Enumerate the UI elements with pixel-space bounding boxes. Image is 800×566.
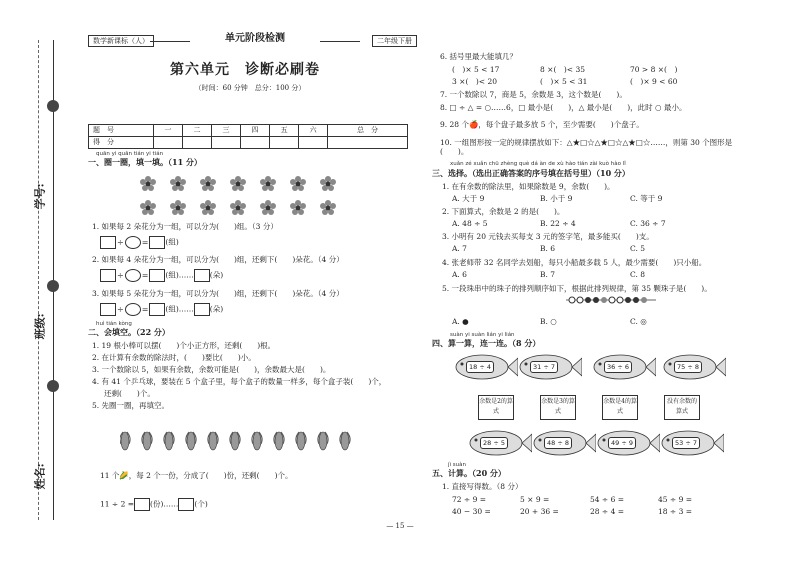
score-header-cell: 三 xyxy=(212,125,241,137)
fish-expression: 18 ÷ 4 xyxy=(466,361,494,373)
fish-expression: 49 ÷ 9 xyxy=(608,437,636,449)
fish-card[interactable] xyxy=(594,428,660,458)
flower-icon xyxy=(170,176,186,191)
calc-item[interactable]: 28 ÷ 4 = xyxy=(590,507,625,516)
score-header-cell: 总 分 xyxy=(328,125,408,137)
answer-box[interactable] xyxy=(100,236,116,249)
answer-circle[interactable] xyxy=(125,269,141,282)
flower-icon xyxy=(230,200,246,215)
option-a[interactable]: A. 48 ÷ 5 xyxy=(452,219,488,228)
flower-icon xyxy=(140,176,156,191)
edition-tag: 数学新课标（人） xyxy=(88,35,154,47)
option-a[interactable]: A. ● xyxy=(452,317,469,326)
section2-title: 二、会填空。（22 分） xyxy=(88,327,170,337)
q7: 7. 一个数除以 7，商是 5，余数是 3，这个数是( )。 xyxy=(440,90,627,99)
option-b[interactable]: B. 7 xyxy=(540,270,556,279)
flower-icon xyxy=(320,176,336,191)
option-a[interactable]: A. 大于 9 xyxy=(452,194,485,203)
answer-box[interactable] xyxy=(194,269,210,282)
corn-icon xyxy=(274,432,284,450)
q6-item: ( )× 9 < 60 xyxy=(630,77,678,86)
s1-question-1: 1. 如果每 2 朵花分为一组，可以分为( )组。（3 分） xyxy=(92,222,278,231)
answer-box[interactable] xyxy=(149,236,165,249)
answer-box[interactable] xyxy=(100,303,116,316)
fish-card[interactable] xyxy=(590,352,656,382)
category-box[interactable]: 余数是4的算式 xyxy=(602,395,638,420)
fish-card[interactable] xyxy=(658,428,724,458)
score-cell[interactable] xyxy=(212,137,241,149)
answer-box[interactable] xyxy=(134,498,150,511)
section3-title: 三、选择。（选出正确答案的序号填在括号里）（10 分） xyxy=(432,168,630,178)
q8: 8. □ ÷ △ = ○……6，□ 最小是( )，△ 最小是( )，此时 ○ 最小。 xyxy=(440,103,687,112)
section5-title: 五、计算。（20 分） xyxy=(432,468,506,478)
corn-icon xyxy=(186,432,196,450)
class-label: 班级: xyxy=(33,313,47,340)
flower-icon xyxy=(290,176,306,191)
s1-q3-equation: ÷ = (组)…… (朵) xyxy=(100,303,223,316)
calc-item[interactable]: 5 × 9 = xyxy=(520,495,550,504)
score-cell[interactable] xyxy=(241,137,270,149)
s3-question-3: 3. 小明有 20 元钱去买每支 3 元的签字笔，最多能买( )支。 xyxy=(442,232,654,241)
header-title: 单元阶段检测 xyxy=(225,33,285,44)
flower-icon xyxy=(230,176,246,191)
score-table xyxy=(88,124,408,149)
score-cell[interactable] xyxy=(154,137,183,149)
q6-item: 8 ×( )< 35 xyxy=(540,65,586,74)
calc-item[interactable]: 54 ÷ 6 = xyxy=(590,495,625,504)
category-box[interactable]: 余数是2的算式 xyxy=(478,395,514,420)
answer-box[interactable] xyxy=(194,303,210,316)
bead-string xyxy=(566,294,656,306)
fish-expression: 28 ÷ 5 xyxy=(480,437,508,449)
sidebar-dashed-line xyxy=(38,40,40,520)
section3-pinyin: xuǎn zé xuǎn chū zhèng què dá àn de xù hào tián zài kuò hào lǐ xyxy=(450,161,626,167)
corn-icon xyxy=(340,432,350,450)
s2-question-1: 1. 19 根小棒可以摆( )个小正方形，还剩( )根。 xyxy=(92,341,276,350)
unit-label: (组)…… xyxy=(165,304,194,314)
answer-box[interactable] xyxy=(178,498,194,511)
s3-question-4: 4. 张老师带 32 名同学去划船，每只小船最多载 5 人，最少需要( )只小船。 xyxy=(442,258,707,267)
corn-icon xyxy=(142,432,152,450)
q6-item: ( )× 5 < 31 xyxy=(540,77,588,86)
fish-expression: 48 ÷ 8 xyxy=(544,437,572,449)
category-box[interactable]: 没有余数的算式 xyxy=(664,395,700,420)
option-c[interactable]: C. ◎ xyxy=(630,317,647,326)
unit-label: (朵) xyxy=(209,304,224,314)
s2-question-5: 5. 先圈一圈，再填空。 xyxy=(92,401,170,410)
binding-hole xyxy=(47,380,59,392)
section1-title: 一、圈一圈，填一填。（11 分） xyxy=(88,157,202,167)
section4-pinyin: suàn yi suàn lián yi lián xyxy=(450,332,515,338)
corn-icon xyxy=(230,432,240,450)
score-cell[interactable] xyxy=(328,137,408,149)
s5-question-1: 1. 直接写得数。（8 分） xyxy=(442,482,523,491)
section2-pinyin: huì tián kòng xyxy=(96,321,132,327)
fish-card[interactable] xyxy=(660,352,726,382)
option-b[interactable]: B. 6 xyxy=(540,244,556,253)
section1-pinyin: quān yi quān tián yi tián xyxy=(96,151,164,157)
flower-icon xyxy=(170,200,186,215)
category-box[interactable]: 余数是3的算式 xyxy=(540,395,576,420)
corn-group xyxy=(120,428,360,454)
option-b[interactable]: B. 小于 9 xyxy=(540,194,573,203)
option-c[interactable]: C. 等于 9 xyxy=(630,194,663,203)
fish-expression: 75 ÷ 8 xyxy=(674,361,702,373)
name-label: 姓名: xyxy=(33,463,47,490)
fish-expression: 36 ÷ 6 xyxy=(604,361,632,373)
score-header-cell: 六 xyxy=(299,125,328,137)
score-cell[interactable] xyxy=(270,137,299,149)
s1-question-3: 3. 如果每 5 朵花分为一组，可以分为( )组，还剩下( )朵花。（4 分） xyxy=(92,289,344,298)
corn-icon xyxy=(164,432,174,450)
q6-item: ( )× 5 < 17 xyxy=(452,65,500,74)
s2-question-3: 3. 一个数除以 5，如果有余数，余数可能是( )，余数最大是( )。 xyxy=(92,365,331,374)
answer-circle[interactable] xyxy=(125,236,141,249)
unit-label: (组) xyxy=(165,237,179,247)
binding-hole xyxy=(47,100,59,112)
answer-box[interactable] xyxy=(149,303,165,316)
flower-icon xyxy=(200,200,216,215)
score-cell[interactable] xyxy=(183,137,212,149)
fish-card[interactable] xyxy=(452,352,518,382)
flower-icon xyxy=(140,200,156,215)
s2-question-4b: 还剩( )个。 xyxy=(104,389,155,398)
s1-question-2: 2. 如果每 4 朵花分为一组，可以分为( )组，还剩下( )朵花。（4 分） xyxy=(92,255,344,264)
score-header-cell: 二 xyxy=(183,125,212,137)
s3-question-1: 1. 在有余数的除法里，如果除数是 9，余数( )。 xyxy=(442,182,615,191)
s2-question-4: 4. 有 41 个乒乓球，要装在 5 个盒子里，每个盒子的数量一样多，每个盒子装( )个， xyxy=(92,377,387,386)
answer-box[interactable] xyxy=(100,269,116,282)
score-header-cell: 一 xyxy=(154,125,183,137)
q9: 9. 28 个🍎，每个盘子最多放 5 个，至少需要( )个盘子。 xyxy=(440,120,644,129)
option-b[interactable]: B. 22 ÷ 4 xyxy=(540,219,576,228)
time-info: （时间：60 分钟 总分：100 分） xyxy=(194,84,306,92)
fish-card[interactable] xyxy=(466,428,532,458)
option-c[interactable]: C. 5 xyxy=(630,244,646,253)
fish-expression: 31 ÷ 7 xyxy=(530,361,558,373)
corn-icon xyxy=(208,432,218,450)
fish-card[interactable] xyxy=(530,428,596,458)
option-c[interactable]: C. 8 xyxy=(630,270,646,279)
s1-q1-equation: ÷ = (组) xyxy=(100,236,179,249)
q6: 6. 括号里最大能填几？ xyxy=(440,52,518,61)
corn-icon xyxy=(318,432,328,450)
q6-item: 3 ×( )< 20 xyxy=(452,77,498,86)
binding-sidebar xyxy=(0,0,78,566)
answer-circle[interactable] xyxy=(125,303,141,316)
flower-icon xyxy=(200,176,216,191)
score-cell[interactable] xyxy=(299,137,328,149)
binding-hole xyxy=(47,280,59,292)
option-c[interactable]: C. 36 ÷ 7 xyxy=(630,219,666,228)
unit-label: (份)…… xyxy=(150,499,179,509)
flower-group xyxy=(140,174,350,220)
flower-icon xyxy=(260,200,276,215)
score-header-cell: 五 xyxy=(270,125,299,137)
score-row-label: 得 分 xyxy=(89,137,154,149)
s3-question-2: 2. 下面算式，余数是 2 的是( )。 xyxy=(442,207,565,216)
option-b[interactable]: B. ○ xyxy=(540,317,557,326)
corn-icon xyxy=(120,432,130,450)
q10: 10. 一组图形按一定的规律摆放如下：△★□☆△★□☆△★□☆……，则第 30 个图形是( )。 xyxy=(440,138,733,156)
fish-card[interactable] xyxy=(516,352,582,382)
calc-item[interactable]: 40 − 30 = xyxy=(452,507,491,516)
student-id-label: 学号: xyxy=(33,183,47,210)
corn-icon xyxy=(252,432,262,450)
corn-icon xyxy=(296,432,306,450)
section4-title: 四、算一算，连一连。（8 分） xyxy=(432,338,541,348)
calc-item[interactable]: 72 ÷ 9 = xyxy=(452,495,487,504)
grade-tag: 二年级下册 xyxy=(372,35,417,47)
unit-label: (个) xyxy=(194,499,208,509)
s2-q5-line: 11 个🌽，每 2 个一份，分成了( )份，还剩( )个。 xyxy=(100,471,293,480)
calc-item[interactable]: 45 ÷ 9 = xyxy=(658,495,693,504)
flower-icon xyxy=(290,200,306,215)
score-header-cell: 题 号 xyxy=(89,125,154,137)
s2-question-2: 2. 在计算有余数的除法时，( )要比( )小。 xyxy=(92,353,256,362)
s3-question-5: 5. 一段珠串中的珠子的排列顺序如下，根据此排列规律，第 35 颗珠子是( )。 xyxy=(442,284,712,293)
section5-pinyin: jì suàn xyxy=(448,462,467,468)
fish-expression: 53 ÷ 7 xyxy=(672,437,700,449)
calc-item[interactable]: 18 ÷ 3 = xyxy=(658,507,693,516)
flower-icon xyxy=(260,176,276,191)
unit-label: (组)…… xyxy=(165,270,194,280)
s1-q2-equation: ÷ = (组)…… (朵) xyxy=(100,269,223,282)
unit-label: (朵) xyxy=(209,270,224,280)
equation-start: 11 ÷ 2 = xyxy=(100,499,135,509)
header-banner xyxy=(150,35,360,47)
unit-title: 第六单元 诊断必刷卷 xyxy=(170,62,320,78)
answer-box[interactable] xyxy=(149,269,165,282)
s2-q5-equation xyxy=(100,498,208,511)
page-number: — 15 — xyxy=(386,522,414,530)
option-a[interactable]: A. 7 xyxy=(452,244,467,253)
calc-item[interactable]: 20 + 36 = xyxy=(520,507,559,516)
score-header-cell: 四 xyxy=(241,125,270,137)
q6-item: 70 > 8 ×( ) xyxy=(630,65,678,74)
option-a[interactable]: A. 6 xyxy=(452,270,467,279)
flower-icon xyxy=(320,200,336,215)
